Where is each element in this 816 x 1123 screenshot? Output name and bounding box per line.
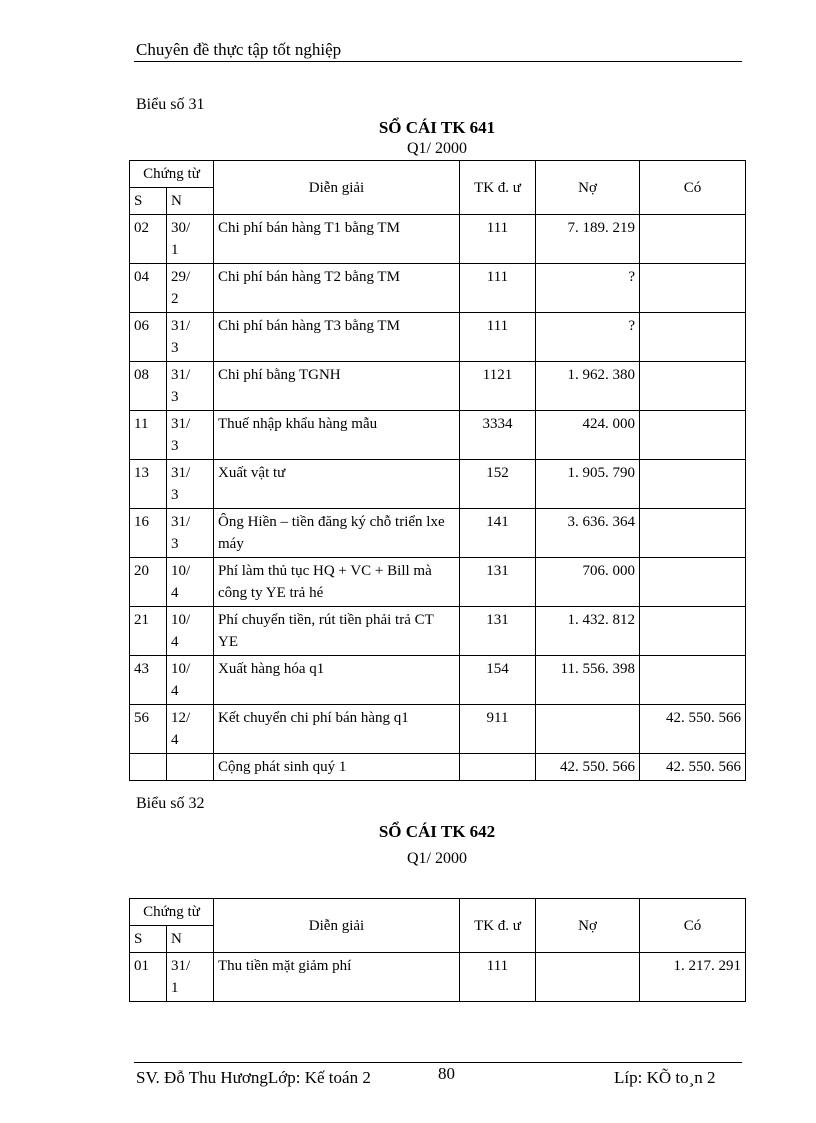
cell-account: 131 xyxy=(460,558,536,607)
footer-divider xyxy=(134,1062,742,1063)
cell-debit: 11. 556. 398 xyxy=(536,656,640,705)
cell-s: 06 xyxy=(130,313,167,362)
cell-n: 12/ 4 xyxy=(167,705,214,754)
cell-s: 21 xyxy=(130,607,167,656)
table-row xyxy=(130,362,746,411)
cell-s: 13 xyxy=(130,460,167,509)
cell-n: 31/ 3 xyxy=(167,509,214,558)
cell-account: 141 xyxy=(460,509,536,558)
col-header-co: Có xyxy=(640,161,746,215)
col-header-n: N xyxy=(167,926,214,953)
cell-credit xyxy=(640,264,746,313)
cell-description: Chi phí bán hàng T2 bằng TM xyxy=(214,264,460,313)
ledger2-period: Q1/ 2000 xyxy=(407,850,467,867)
table-row xyxy=(130,607,746,656)
cell-credit: 1. 217. 291 xyxy=(640,953,746,1002)
table-row xyxy=(130,313,746,362)
col-header-dien-giai: Diễn giải xyxy=(214,899,460,953)
cell-debit: 1. 432. 812 xyxy=(536,607,640,656)
table-row xyxy=(130,656,746,705)
table-row xyxy=(130,460,746,509)
col-header-no: Nợ xyxy=(536,161,640,215)
page-header-title: Chuyên đề thực tập tốt nghiệp xyxy=(136,40,342,59)
cell-n: 30/ 1 xyxy=(167,215,214,264)
cell-s: 20 xyxy=(130,558,167,607)
cell-n: 10/ 4 xyxy=(167,656,214,705)
cell-description: Phí làm thủ tục HQ + VC + Bill mà công ty YE trả hé xyxy=(214,558,460,607)
cell-n: 31/ 3 xyxy=(167,362,214,411)
cell-credit xyxy=(640,215,746,264)
ledger1-table xyxy=(129,160,746,781)
cell-s: 11 xyxy=(130,411,167,460)
cell-description: Ông Hiền – tiền đăng ký chỗ triển lxe máy xyxy=(214,509,460,558)
cell-debit: ? xyxy=(536,264,640,313)
cell-s: 56 xyxy=(130,705,167,754)
cell-description: Chi phí bằng TGNH xyxy=(214,362,460,411)
footer-class-info: Líp: KÕ to¸n 2 xyxy=(614,1068,716,1087)
ledger2-caption: Biểu số 32 xyxy=(136,795,205,812)
col-header-chung-tu: Chứng từ xyxy=(130,161,214,188)
total-cell-tk xyxy=(460,754,536,781)
cell-account: 154 xyxy=(460,656,536,705)
cell-account: 131 xyxy=(460,607,536,656)
col-header-no: Nợ xyxy=(536,899,640,953)
cell-description: Chi phí bán hàng T1 bằng TM xyxy=(214,215,460,264)
total-cell-s xyxy=(130,754,167,781)
table-row xyxy=(130,953,746,1002)
cell-credit xyxy=(640,313,746,362)
table-row xyxy=(130,215,746,264)
col-header-tk: TK đ. ư xyxy=(460,161,536,215)
cell-account: 3334 xyxy=(460,411,536,460)
cell-n: 31/ 3 xyxy=(167,313,214,362)
ledger1-caption: Biểu số 31 xyxy=(136,96,205,113)
cell-description: Xuất hàng hóa q1 xyxy=(214,656,460,705)
cell-debit xyxy=(536,705,640,754)
col-header-s: S xyxy=(130,926,167,953)
ledger2-title: SỔ CÁI TK 642 xyxy=(378,822,496,841)
header-divider xyxy=(134,61,742,62)
ledger1-period: Q1/ 2000 xyxy=(407,140,467,157)
cell-credit xyxy=(640,509,746,558)
cell-s: 43 xyxy=(130,656,167,705)
cell-s: 08 xyxy=(130,362,167,411)
cell-n: 31/ 1 xyxy=(167,953,214,1002)
cell-account: 152 xyxy=(460,460,536,509)
col-header-chung-tu: Chứng từ xyxy=(130,899,214,926)
footer-student-info: SV. Đỗ Thu HươngLớp: Kế toán 2 xyxy=(136,1068,371,1087)
cell-s: 04 xyxy=(130,264,167,313)
col-header-tk: TK đ. ư xyxy=(460,899,536,953)
cell-n: 31/ 3 xyxy=(167,411,214,460)
cell-account: 911 xyxy=(460,705,536,754)
table-row xyxy=(130,264,746,313)
cell-description: Phí chuyển tiền, rút tiền phải trả CT YE xyxy=(214,607,460,656)
cell-n: 10/ 4 xyxy=(167,607,214,656)
cell-description: Chi phí bán hàng T3 bằng TM xyxy=(214,313,460,362)
cell-account: 111 xyxy=(460,953,536,1002)
cell-debit: ? xyxy=(536,313,640,362)
col-header-n: N xyxy=(167,188,214,215)
cell-credit xyxy=(640,558,746,607)
cell-debit: 7. 189. 219 xyxy=(536,215,640,264)
cell-description: Thu tiền mặt giảm phí xyxy=(214,953,460,1002)
total-row-label: Cộng phát sinh quý 1 xyxy=(214,754,460,781)
cell-n: 10/ 4 xyxy=(167,558,214,607)
total-co-value: 42. 550. 566 xyxy=(640,754,746,781)
ledger1-title: SỔ CÁI TK 641 xyxy=(378,118,496,137)
cell-description: Kết chuyển chi phí bán hàng q1 xyxy=(214,705,460,754)
table-row xyxy=(130,509,746,558)
table-row xyxy=(130,558,746,607)
col-header-dien-giai: Diễn giải xyxy=(214,161,460,215)
total-no-value: 42. 550. 566 xyxy=(536,754,640,781)
cell-debit: 1. 905. 790 xyxy=(536,460,640,509)
cell-account: 111 xyxy=(460,215,536,264)
table-row xyxy=(130,705,746,754)
cell-s: 01 xyxy=(130,953,167,1002)
table-row xyxy=(130,411,746,460)
cell-debit: 424. 000 xyxy=(536,411,640,460)
cell-debit xyxy=(536,953,640,1002)
cell-description: Xuất vật tư xyxy=(214,460,460,509)
cell-debit: 3. 636. 364 xyxy=(536,509,640,558)
cell-account: 111 xyxy=(460,313,536,362)
cell-account: 1121 xyxy=(460,362,536,411)
ledger2-table xyxy=(129,898,746,1002)
cell-credit xyxy=(640,607,746,656)
col-header-co: Có xyxy=(640,899,746,953)
cell-credit xyxy=(640,656,746,705)
page-number: 80 xyxy=(438,1064,455,1083)
cell-n: 29/ 2 xyxy=(167,264,214,313)
cell-credit xyxy=(640,362,746,411)
cell-account: 111 xyxy=(460,264,536,313)
cell-s: 02 xyxy=(130,215,167,264)
cell-credit: 42. 550. 566 xyxy=(640,705,746,754)
cell-credit xyxy=(640,460,746,509)
total-cell-n xyxy=(167,754,214,781)
cell-n: 31/ 3 xyxy=(167,460,214,509)
cell-description: Thuế nhập khẩu hàng mẫu xyxy=(214,411,460,460)
cell-s: 16 xyxy=(130,509,167,558)
col-header-s: S xyxy=(130,188,167,215)
cell-debit: 1. 962. 380 xyxy=(536,362,640,411)
cell-credit xyxy=(640,411,746,460)
cell-debit: 706. 000 xyxy=(536,558,640,607)
